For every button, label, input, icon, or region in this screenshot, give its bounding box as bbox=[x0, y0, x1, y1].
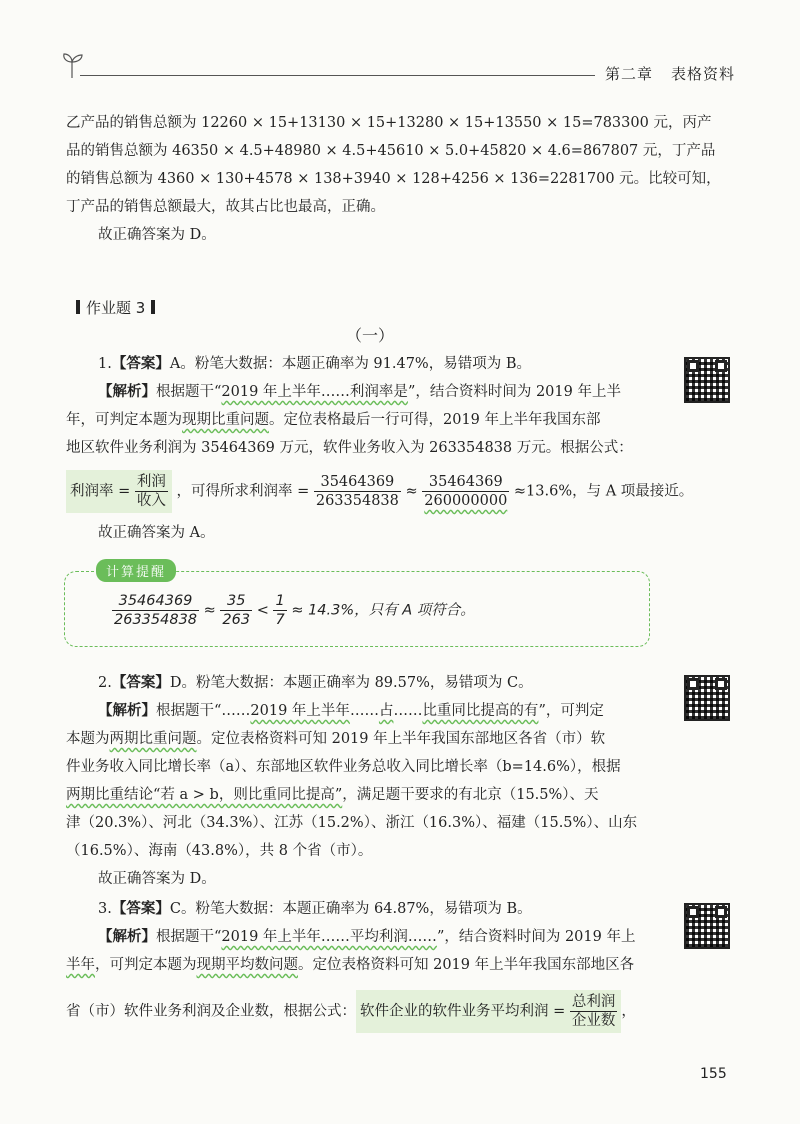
header-rule bbox=[80, 75, 595, 76]
q2-analysis-line: 两期比重结论“若 a > b，则比重同比提高”，满足题干要求的有北京（15.5%）、天 bbox=[66, 787, 599, 803]
q2-analysis-line: 【解析】根据题干“……2019 年上半年……占……比重同比提高的有”，可判定 bbox=[98, 703, 604, 719]
intro-line: 的销售总额为 4360 × 130+4578 × 138+3940 × 128+4256 × 136=2281700 元。比较可知， bbox=[66, 171, 721, 187]
sub-title: （一） bbox=[346, 326, 395, 345]
q2-analysis-line: （16.5%）、海南（43.8%），共 8 个省（市）。 bbox=[66, 843, 373, 859]
q2-analysis-line: 本题为两期比重问题。定位表格资料可知 2019 年上半年我国东部地区各省（市）软 bbox=[66, 731, 606, 747]
q1-answer: 1.【答案】A。粉笔大数据：本题正确率为 91.47%，易错项为 B。 bbox=[98, 356, 531, 372]
intro-line: 乙产品的销售总额为 12260 × 15+13130 × 15+13280 × 15+13550 × 15=783300 元，丙产 bbox=[66, 115, 712, 131]
intro-conclusion: 故正确答案为 D。 bbox=[98, 227, 216, 243]
chapter-number: 第二章 bbox=[605, 65, 654, 83]
intro-line: 丁产品的销售总额最大，故其占比也最高，正确。 bbox=[66, 199, 385, 215]
reminder-tag: 计算提醒 bbox=[96, 559, 176, 582]
q2-conclusion: 故正确答案为 D。 bbox=[98, 871, 216, 887]
chapter-title: 表格资料 bbox=[671, 65, 736, 83]
q2-analysis-line: 件业务收入同比增长率（a）、东部地区软件业务总收入同比增长率（b=14.6%），根据 bbox=[66, 759, 621, 775]
q1-analysis-line: 地区软件业务利润为 35464369 万元，软件业务收入为 263354838 万元。根据公式： bbox=[66, 440, 633, 456]
q1-analysis-line: 【解析】根据题干“2019 年上半年……利润率是”，结合资料时间为 2019 年上半 bbox=[98, 384, 621, 400]
q3-analysis-line: 【解析】根据题干“2019 年上半年……平均利润……”，结合资料时间为 2019 年上 bbox=[98, 929, 636, 945]
q1-formula: 利润率 = $\frac{\text{利润}}{\text{收入}}$ ，可得所求利润率 = $\frac{35464369}{263354838}$ ≈ $\frac{35464369}{260000000}$ ≈13.6%，与 A 项最接近。 bbox=[66, 470, 693, 513]
q1-analysis-line: 年，可判定本题为现期比重问题。定位表格最后一行可得，2019 年上半年我国东部 bbox=[66, 412, 601, 428]
q2-analysis-line: 津（20.3%）、河北（34.3%）、江苏（15.2%）、浙江（16.3%）、福建（15.5%）、山东 bbox=[66, 815, 638, 831]
page-number: 155 bbox=[700, 1066, 727, 1082]
q1-conclusion: 故正确答案为 A。 bbox=[98, 525, 215, 541]
reminder-content: $\frac{35464369}{263354838}$ ≈ $\frac{35}{263}$ < $\frac{1}{7}$ ≈ 14.3%，只有 A 项符合。 bbox=[114, 593, 475, 628]
intro-line: 品的销售总额为 46350 × 4.5+48980 × 4.5+45610 × 5.0+45820 × 4.6=867807 元，丁产品 bbox=[66, 143, 716, 159]
chapter-header bbox=[605, 63, 753, 84]
q3-formula: 省（市）软件业务利润及企业数，根据公式： 软件企业的软件业务平均利润 = $\frac{\text{总利润}}{\text{企业数}}$ ， bbox=[66, 990, 636, 1033]
section-title: 作业题 3 bbox=[70, 297, 161, 318]
q3-answer: 3.【答案】C。粉笔大数据：本题正确率为 64.87%，易错项为 B。 bbox=[98, 901, 532, 917]
q3-analysis-line: 半年，可判定本题为现期平均数问题。定位表格资料可知 2019 年上半年我国东部地区各 bbox=[66, 957, 635, 973]
q2-answer: 2.【答案】D。粉笔大数据：本题正确率为 89.57%，易错项为 C。 bbox=[98, 675, 533, 691]
